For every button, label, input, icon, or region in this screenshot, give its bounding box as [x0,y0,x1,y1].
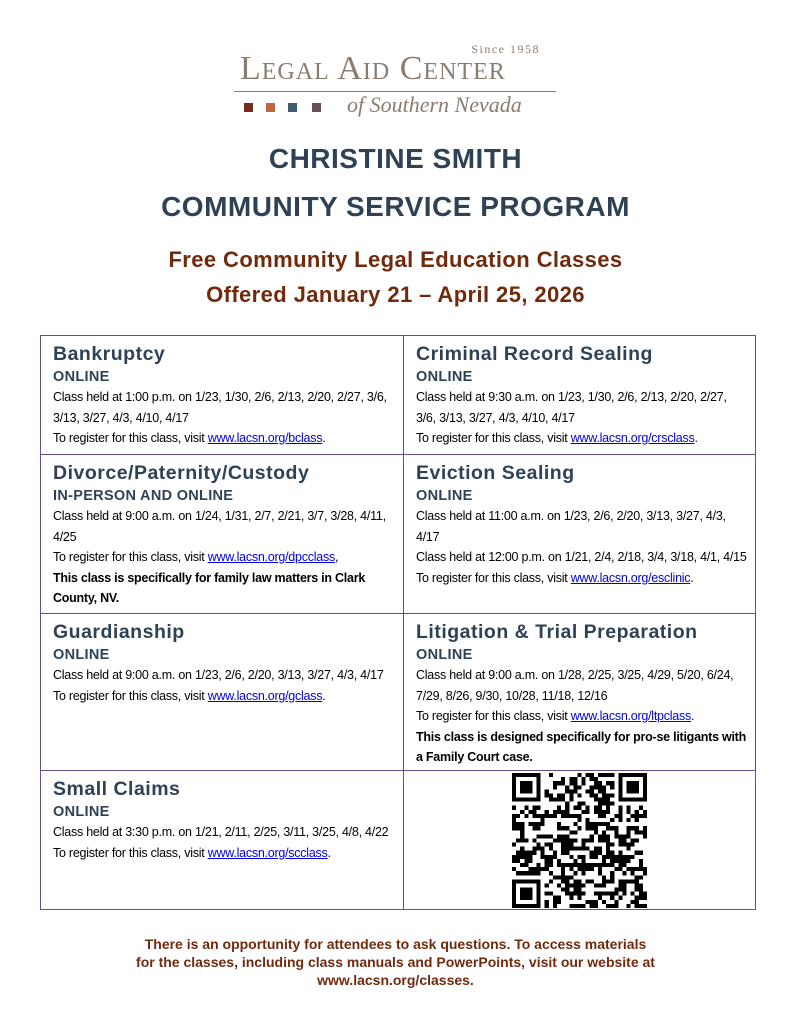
register-prefix: To register for this class, visit [416,570,571,585]
class-schedule-2: Class held at 12:00 p.m. on 1/21, 2/4, 2/18, 3/4, 3/18, 4/1, 4/15 [416,550,747,564]
register-suffix: , [334,550,339,564]
class-title: Litigation & Trial Preparation [416,621,698,643]
class-note: This class is specifically for family law matters in Clark County, NV. [53,570,366,605]
register-prefix: To register for this class, visit [53,431,208,445]
classes-subtitle-line2: Offered January 21 – April 25, 2026 [206,282,585,307]
classes-subtitle-line1: Free Community Legal Education Classes [168,247,623,272]
register-link-small-claims[interactable]: www.lacsn.org/scclass [207,845,328,860]
logo-square-3 [288,103,297,112]
register-text [53,686,397,707]
register-suffix: . [690,570,694,585]
class-schedule: Class held at 3:30 p.m. on 1/21, 2/11, 2/25, 3/11, 3/25, 4/8, 4/22 [53,825,389,839]
class-cell-eviction-sealing [404,455,755,614]
logo-since: Since 1958 [471,42,540,56]
class-cell-litigation-trial-preparation [404,614,755,771]
register-suffix: . [322,688,326,703]
class-mode: ONLINE [416,488,473,504]
class-cell-bankruptcy [41,336,404,455]
register-prefix: To register for this class, visit [53,550,208,564]
class-title: Small Claims [53,778,181,800]
class-schedule-table [40,335,756,910]
class-cell-small-claims [41,771,404,909]
footer-note [0,935,791,989]
class-cell-divorce-paternity-custody [41,455,404,614]
class-cell-criminal-record-sealing [404,336,755,455]
class-title: Criminal Record Sealing [416,343,653,365]
class-title: Divorce/Paternity/Custody [53,462,310,484]
register-link-eviction-sealing[interactable]: www.lacsn.org/esclinic [570,570,691,585]
register-link-bankruptcy[interactable]: www.lacsn.org/bclass [207,431,323,445]
register-prefix: To register for this class, visit [416,431,571,445]
logo-subtitle: of Southern Nevada [347,92,522,117]
class-title: Bankruptcy [53,343,166,365]
footer-line-2: for the classes, including class manuals and PowerPoints, visit our website at [136,954,655,970]
organization-logo [232,40,562,122]
class-mode: ONLINE [53,647,110,663]
class-cell-guardianship [41,614,404,771]
register-text [416,568,749,589]
program-title-line1: CHRISTINE SMITH [268,143,523,174]
register-suffix: . [694,431,698,445]
logo-name: Legal Aid Center [240,50,506,87]
qr-code-cell [404,771,755,909]
register-text [416,428,749,449]
register-link-divorce-paternity-custody[interactable]: www.lacsn.org/dpcclass [207,550,335,564]
class-schedule: Class held at 1:00 p.m. on 1/23, 1/30, 2/6, 2/13, 2/20, 2/27, 3/6, 3/13, 3/27, 4/3, 4/10, 4/17 [53,390,387,425]
register-link-criminal-record-sealing[interactable]: www.lacsn.org/crsclass [570,431,695,445]
qr-code-image[interactable] [512,773,647,908]
register-suffix: . [691,709,695,723]
class-mode: ONLINE [53,804,110,820]
logo-square-1 [244,103,253,112]
register-text [416,706,749,727]
register-prefix: To register for this class, visit [53,688,208,703]
register-text [53,843,397,864]
register-prefix: To register for this class, visit [53,845,208,860]
register-prefix: To register for this class, visit [416,709,571,723]
footer-line-3: www.lacsn.org/classes. [317,972,474,988]
register-suffix: . [322,431,326,445]
class-mode: ONLINE [416,369,473,385]
class-schedule: Class held at 9:00 a.m. on 1/24, 1/31, 2/7, 2/21, 3/7, 3/28, 4/11, 4/25 [53,509,386,544]
logo-square-2 [266,103,275,112]
logo-square-4 [312,103,321,112]
class-mode: ONLINE [53,369,110,385]
class-schedule: Class held at 9:30 a.m. on 1/23, 1/30, 2/6, 2/13, 2/20, 2/27, 3/6, 3/13, 3/27, 4/3, 4/10, 4/17 [416,390,727,425]
footer-line-1: There is an opportunity for attendees to ask questions. To access materials [144,936,647,952]
class-mode: ONLINE [416,647,473,663]
register-link-guardianship[interactable]: www.lacsn.org/gclass [207,688,323,703]
program-title-line2: COMMUNITY SERVICE PROGRAM [161,191,630,222]
class-title: Eviction Sealing [416,462,575,484]
register-link-litigation-trial-preparation[interactable]: www.lacsn.org/ltpclass [570,709,691,723]
class-schedule: Class held at 9:00 a.m. on 1/28, 2/25, 3/25, 4/29, 5/20, 6/24, 7/29, 8/26, 9/30, 10/28, 11/18, 12/16 [416,668,734,703]
register-text [53,428,397,449]
class-mode: IN-PERSON AND ONLINE [53,488,234,504]
class-schedule: Class held at 9:00 a.m. on 1/23, 2/6, 2/20, 3/13, 3/27, 4/3, 4/17 [53,668,384,682]
register-suffix: . [327,845,331,860]
class-note: This class is designed specifically for pro-se litigants with a Family Court case. [416,729,746,764]
class-schedule-1: Class held at 11:00 a.m. on 1/23, 2/6, 2/20, 3/13, 3/27, 4/3, 4/17 [416,509,726,544]
register-text [53,547,397,568]
class-title: Guardianship [53,621,185,643]
